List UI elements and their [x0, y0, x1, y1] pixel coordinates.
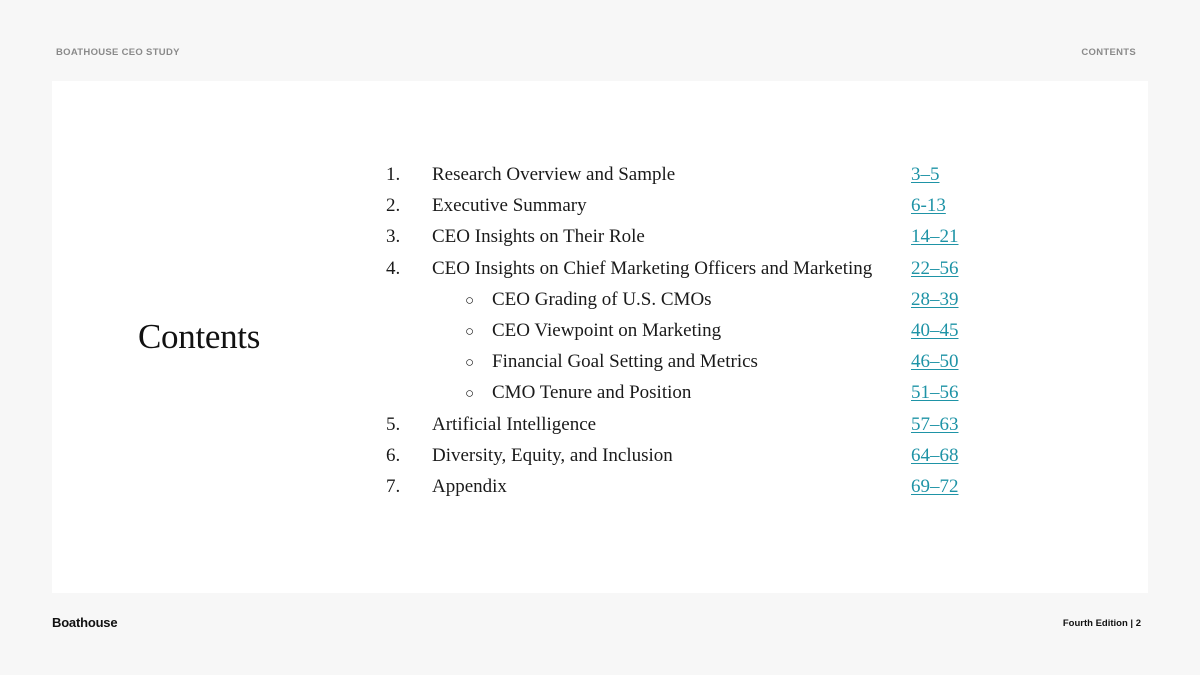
toc-item-label: Diversity, Equity, and Inclusion: [432, 444, 673, 466]
toc-subitem-label: Financial Goal Setting and Metrics: [492, 351, 758, 373]
toc-item: [52, 222, 1148, 253]
toc-subitem: [52, 285, 1148, 316]
toc-page-link[interactable]: 28–39: [911, 288, 959, 310]
toc-page-link[interactable]: 22–56: [911, 257, 959, 279]
toc-subitem-label: CEO Grading of U.S. CMOs: [492, 288, 712, 310]
toc-page-link[interactable]: 14–21: [911, 226, 959, 248]
toc-item-label: Executive Summary: [432, 195, 587, 217]
toc-subitem-label: CMO Tenure and Position: [492, 382, 692, 404]
toc-item: [52, 254, 1148, 285]
page-title: Contents: [138, 317, 261, 356]
toc-page-link[interactable]: 3–5: [911, 164, 940, 185]
circle-bullet-icon: ○: [465, 323, 475, 340]
toc-page-link[interactable]: 6-13: [911, 195, 946, 217]
edition-page-number: Fourth Edition | 2: [1062, 618, 1141, 629]
toc-item-label: Appendix: [432, 475, 507, 497]
toc-item-label: Artificial Intelligence: [432, 413, 597, 435]
table-of-contents: [52, 160, 1148, 503]
toc-item-label: CEO Insights on Chief Marketing Officers and Marketing: [432, 257, 873, 279]
circle-bullet-icon: ○: [465, 292, 475, 309]
toc-item-number: 1.: [386, 164, 401, 185]
toc-item-number: 6.: [386, 444, 401, 466]
toc-item-label: Research Overview and Sample: [432, 164, 676, 185]
toc-page-link[interactable]: 57–63: [911, 413, 959, 435]
toc-item-label: CEO Insights on Their Role: [432, 226, 645, 248]
header-section-name: CONTENTS: [1081, 47, 1136, 58]
circle-bullet-icon: ○: [465, 386, 475, 403]
toc-subitem-label: CEO Viewpoint on Marketing: [492, 319, 722, 341]
toc-item-number: 2.: [386, 195, 401, 217]
toc-subitem: [52, 378, 1148, 409]
header-study-name: BOATHOUSE CEO STUDY: [56, 47, 180, 58]
toc-subitem: [52, 347, 1148, 378]
toc-item-number: 4.: [386, 257, 401, 279]
brand-logo: Boathouse: [52, 615, 118, 630]
toc-page-link[interactable]: 46–50: [911, 351, 959, 373]
toc-item: [52, 160, 1148, 191]
circle-bullet-icon: ○: [465, 355, 475, 372]
toc-page-link[interactable]: 69–72: [911, 475, 959, 497]
toc-item: [52, 410, 1148, 441]
toc-item-number: 3.: [386, 226, 401, 248]
toc-page-link[interactable]: 64–68: [911, 444, 959, 466]
toc-item-number: 5.: [386, 413, 401, 435]
toc-item: [52, 191, 1148, 222]
content-panel: [52, 81, 1148, 593]
toc-page-link[interactable]: 51–56: [911, 382, 959, 404]
toc-item-number: 7.: [386, 475, 401, 497]
toc-page-link[interactable]: 40–45: [911, 319, 959, 341]
toc-item: [52, 441, 1148, 472]
toc-subitem: [52, 316, 1148, 347]
toc-item: [52, 472, 1148, 503]
